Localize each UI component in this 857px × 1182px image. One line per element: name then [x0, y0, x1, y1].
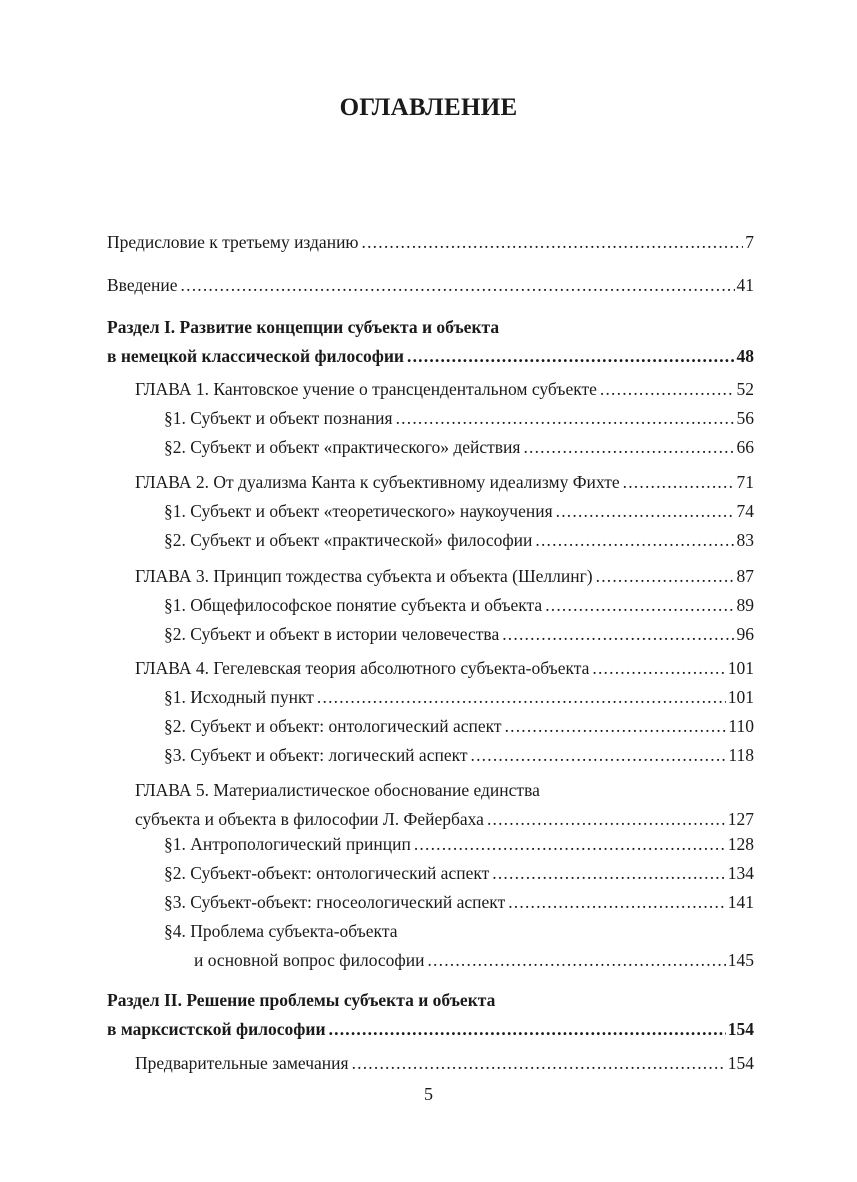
toc-entry-section-2[interactable] — [107, 986, 754, 1044]
dot-leader — [178, 271, 735, 300]
toc-entry-chapter-5[interactable] — [135, 776, 754, 834]
toc-entry-title-line1: §4. Проблема субъекта-объекта — [164, 921, 398, 941]
toc-entry-title: §1. Антропологический принцип — [164, 834, 411, 854]
dot-leader — [499, 620, 734, 649]
toc-entry-title: ГЛАВА 4. Гегелевская теория абсолютного субъекта-объекта — [135, 658, 590, 678]
dot-leader — [542, 591, 734, 620]
toc-entry-title: ГЛАВА 1. Кантовское учение о трансцендентальном субъекте — [135, 379, 597, 399]
toc-page-number: 74 — [736, 501, 754, 521]
toc-page-number: 101 — [727, 658, 754, 678]
toc-page-number: 71 — [736, 472, 754, 492]
toc-entry-title: §3. Субъект-объект: гносеологический аспект — [164, 892, 506, 912]
toc-entry-title: §2. Субъект и объект: онтологический аспект — [164, 716, 502, 736]
toc-page-number: 145 — [727, 950, 754, 970]
toc-entry-preface[interactable] — [107, 228, 754, 257]
toc-entry-title: ГЛАВА 3. Принцип тождества субъекта и объекта (Шеллинг) — [135, 566, 593, 586]
toc-entry-introduction[interactable] — [107, 271, 754, 300]
dot-leader — [326, 1015, 726, 1044]
toc-page-number: 96 — [736, 624, 754, 644]
toc-entry-title: §3. Субъект и объект: логический аспект — [164, 745, 468, 765]
toc-entry-title: ГЛАВА 2. От дуализма Канта к субъективному идеализму Фихте — [135, 472, 620, 492]
toc-entry-title: §2. Субъект и объект «практической» философии — [164, 530, 533, 550]
toc-page-number: 127 — [727, 809, 754, 829]
toc-page-number: 41 — [736, 275, 754, 295]
toc-page-number: 66 — [736, 437, 754, 457]
toc-entry-title: Предварительные замечания — [135, 1053, 349, 1073]
toc-entry-ch4-par2[interactable] — [164, 712, 754, 741]
toc-page-number: 101 — [727, 687, 754, 707]
dot-leader — [314, 683, 726, 712]
toc-page-number: 48 — [736, 346, 754, 366]
dot-leader — [553, 497, 735, 526]
toc-entry-title: §1. Исходный пункт — [164, 687, 314, 707]
toc-entry-ch5-par3[interactable] — [164, 888, 754, 917]
toc-entry-ch3-par2[interactable] — [164, 620, 754, 649]
toc-entry-ch5-par2[interactable] — [164, 859, 754, 888]
dot-leader — [502, 712, 727, 741]
dot-leader — [593, 562, 735, 591]
toc-entry-title-line1: Раздел I. Развитие концепции субъекта и объекта — [107, 317, 500, 337]
dot-leader — [349, 1049, 726, 1078]
toc-page-number: 154 — [727, 1053, 754, 1073]
toc-entry-ch2-par1[interactable] — [164, 497, 754, 526]
toc-entry-title-line1: ГЛАВА 5. Материалистическое обоснование единства — [135, 780, 540, 800]
dot-leader — [393, 404, 735, 433]
dot-leader — [589, 654, 725, 683]
toc-page-number: 56 — [736, 408, 754, 428]
toc-entry-ch2-par2[interactable] — [164, 526, 754, 555]
page-number: 5 — [424, 1084, 433, 1104]
toc-entry-section-1[interactable] — [107, 313, 754, 371]
toc-entry-preliminary-remarks[interactable] — [135, 1049, 754, 1078]
toc-entry-title: Предисловие к третьему изданию — [107, 232, 359, 252]
toc-entry-chapter-4[interactable] — [135, 654, 754, 683]
toc-page-number: 52 — [736, 379, 754, 399]
dot-leader — [620, 468, 735, 497]
toc-entry-ch5-par4[interactable] — [164, 917, 754, 975]
toc-entry-ch5-par1[interactable] — [164, 830, 754, 859]
toc-entry-title: §1. Субъект и объект «теоретического» наукоучения — [164, 501, 553, 521]
toc-entry-title: §2. Субъект и объект в истории человечества — [164, 624, 500, 644]
toc-entry-ch4-par1[interactable] — [164, 683, 754, 712]
dot-leader — [505, 888, 726, 917]
toc-entry-ch1-par1[interactable] — [164, 404, 754, 433]
dot-leader — [597, 375, 735, 404]
dot-leader — [359, 228, 744, 257]
toc-entry-ch1-par2[interactable] — [164, 433, 754, 462]
toc-entry-ch4-par3[interactable] — [164, 741, 754, 770]
toc-entry-title: субъекта и объекта в философии Л. Фейербаха — [135, 809, 484, 829]
toc-page-number: 118 — [728, 745, 754, 765]
dot-leader — [468, 741, 727, 770]
dot-leader — [424, 946, 725, 975]
toc-page-number: 154 — [727, 1019, 754, 1039]
toc-page-number: 87 — [736, 566, 754, 586]
toc-page-number: 128 — [727, 834, 754, 854]
dot-leader — [411, 830, 726, 859]
toc-page-number: 141 — [727, 892, 754, 912]
page-title: ОГЛАВЛЕНИЕ — [339, 94, 518, 121]
toc-page-number: 110 — [728, 716, 754, 736]
toc-page-number: 134 — [727, 863, 754, 883]
toc-entry-title: в марксистской философии — [107, 1019, 326, 1039]
toc-entry-title-line1: Раздел II. Решение проблемы субъекта и объекта — [107, 990, 496, 1010]
toc-entry-title: в немецкой классической философии — [107, 346, 405, 366]
dot-leader — [532, 526, 734, 555]
toc-page-number: 7 — [745, 232, 754, 252]
toc-entry-title: §2. Субъект-объект: онтологический аспект — [164, 863, 490, 883]
dot-leader — [520, 433, 734, 462]
toc-entry-title: и основной вопрос философии — [194, 950, 425, 970]
toc-page-number: 89 — [736, 595, 754, 615]
toc-entry-title: Введение — [107, 275, 178, 295]
dot-leader — [489, 859, 725, 888]
toc-entry-chapter-1[interactable] — [135, 375, 754, 404]
toc-entry-title: §1. Субъект и объект познания — [164, 408, 393, 428]
toc-entry-chapter-2[interactable] — [135, 468, 754, 497]
toc-entry-ch3-par1[interactable] — [164, 591, 754, 620]
toc-page-number: 83 — [736, 530, 754, 550]
dot-leader — [404, 342, 734, 371]
toc-entry-title: §2. Субъект и объект «практического» действия — [164, 437, 521, 457]
toc-entry-chapter-3[interactable] — [135, 562, 754, 591]
toc-entry-title: §1. Общефилософское понятие субъекта и объекта — [164, 595, 543, 615]
